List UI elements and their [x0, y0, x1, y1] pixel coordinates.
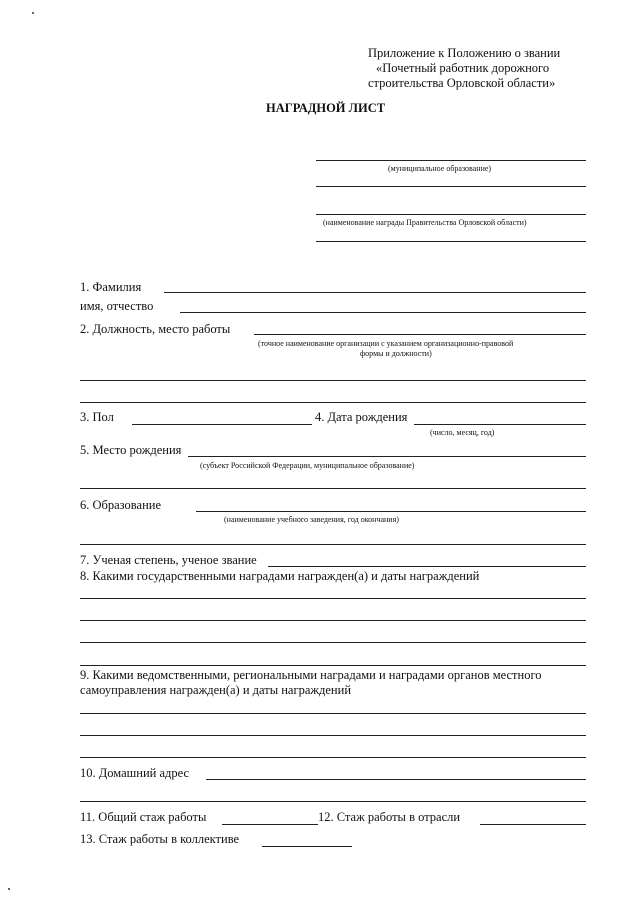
birthdate-label: 4. Дата рождения	[315, 410, 408, 424]
position-label: 2. Должность, место работы	[80, 322, 231, 336]
scan-speck	[8, 888, 10, 890]
birthplace-field[interactable]	[188, 456, 586, 457]
award-line-2	[316, 241, 586, 242]
team-experience-field[interactable]	[262, 846, 352, 847]
sex-label: 3. Пол	[80, 410, 114, 424]
state-awards-label: 8. Какими государственными наградами награжден(а) и даты награждений	[80, 569, 480, 583]
home-address-field[interactable]	[206, 779, 586, 780]
document-title: НАГРАДНОЙ ЛИСТ	[266, 101, 386, 115]
industry-experience-label: 12. Стаж работы в отрасли	[318, 810, 461, 824]
appendix-line-3: строительства Орловской области»	[368, 76, 556, 90]
birthplace-hint: (субъект Российской Федерации, муниципальное образование)	[200, 461, 415, 470]
birthplace-label: 5. Место рождения	[80, 443, 182, 457]
state-awards-line-4[interactable]	[80, 665, 586, 666]
municipality-hint: (муниципальное образование)	[388, 164, 492, 173]
award-hint: (наименование награды Правительства Орловской области)	[323, 218, 527, 227]
appendix-line-1: Приложение к Положению о звании	[368, 46, 561, 60]
education-label: 6. Образование	[80, 498, 162, 512]
degree-label: 7. Ученая степень, ученое звание	[80, 553, 257, 567]
departmental-awards-line-2[interactable]	[80, 735, 586, 736]
state-awards-line-3[interactable]	[80, 642, 586, 643]
education-field[interactable]	[196, 511, 586, 512]
education-hint: (наименование учебного заведения, год окончания)	[224, 515, 399, 524]
birthdate-field[interactable]	[414, 424, 586, 425]
position-field[interactable]	[254, 334, 586, 335]
state-awards-line-1[interactable]	[80, 598, 586, 599]
departmental-awards-line-3[interactable]	[80, 757, 586, 758]
appendix-line-2: «Почетный работник дорожного	[376, 61, 550, 75]
surname-field[interactable]	[164, 292, 586, 293]
departmental-awards-line-1[interactable]	[80, 713, 586, 714]
municipality-line-2	[316, 186, 586, 187]
industry-experience-field[interactable]	[480, 824, 586, 825]
position-field-2[interactable]	[80, 380, 586, 381]
total-experience-field[interactable]	[222, 824, 318, 825]
name-patronymic-field[interactable]	[180, 312, 586, 313]
total-experience-label: 11. Общий стаж работы	[80, 810, 207, 824]
degree-field[interactable]	[268, 566, 586, 567]
state-awards-line-2[interactable]	[80, 620, 586, 621]
education-field-2[interactable]	[80, 544, 586, 545]
municipality-line	[316, 160, 586, 161]
home-address-field-2[interactable]	[80, 801, 586, 802]
birthplace-field-2[interactable]	[80, 488, 586, 489]
position-hint-1: (точное наименование организации с указанием организационно-правовой	[258, 339, 514, 348]
position-field-3[interactable]	[80, 402, 586, 403]
departmental-awards-label-2: самоуправления награжден(а) и даты награждений	[80, 683, 352, 697]
scan-speck	[32, 12, 34, 14]
award-line	[316, 214, 586, 215]
departmental-awards-label-1: 9. Какими ведомственными, региональными наградами и наградами органов местного	[80, 668, 542, 682]
sex-field[interactable]	[132, 424, 312, 425]
home-address-label: 10. Домашний адрес	[80, 766, 190, 780]
team-experience-label: 13. Стаж работы в коллективе	[80, 832, 240, 846]
position-hint-2: формы и должности)	[360, 349, 432, 358]
birthdate-hint: (число, месяц, год)	[430, 428, 495, 437]
name-patronymic-label: имя, отчество	[80, 299, 154, 313]
surname-label: 1. Фамилия	[80, 280, 142, 294]
